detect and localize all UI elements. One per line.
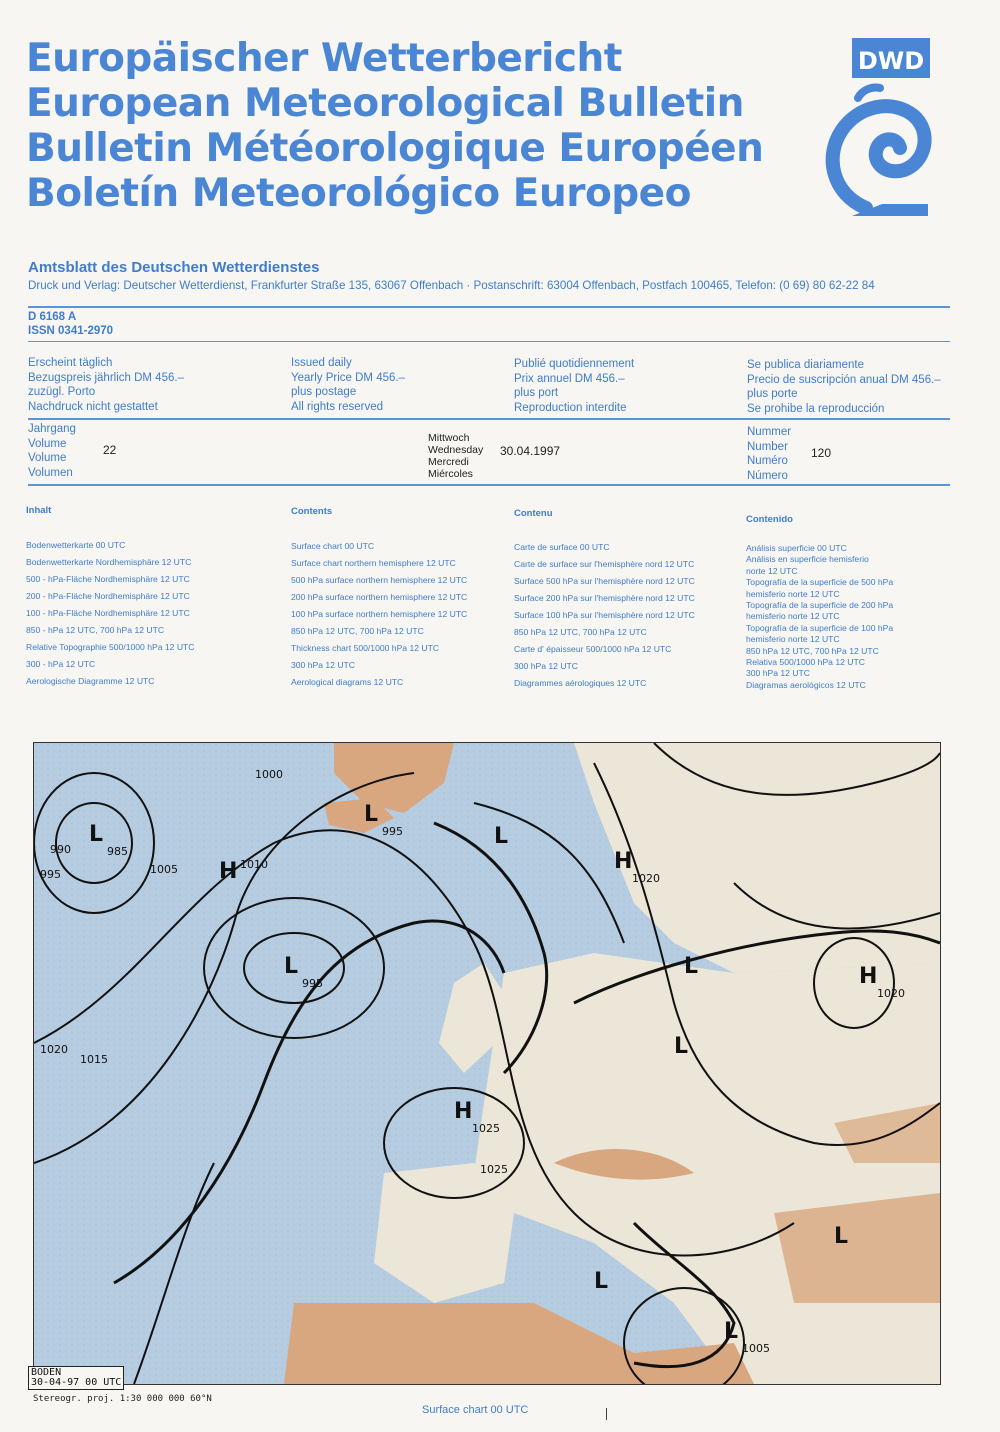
contents-item: Thickness chart 500/1000 hPa 12 UTC [291, 643, 440, 653]
weekday-label: Mercredi [428, 456, 469, 468]
issue-info-line: Se prohibe la reproducción [747, 402, 885, 415]
isobar-label: 1005 [150, 863, 178, 876]
volume-label: Volumen [28, 466, 73, 479]
contents-item: Diagrammes aérologiques 12 UTC [514, 678, 647, 688]
divider [28, 341, 950, 342]
contents-item: hemisferio norte 12 UTC [746, 634, 840, 645]
pressure-center-value: 985 [107, 845, 128, 858]
chart-label [28, 1366, 124, 1390]
contents-item: 100 - hPa-Fläche Nordhemisphäre 12 UTC [26, 608, 190, 618]
contents-item: Topografía de la superficie de 200 hPa [746, 600, 894, 611]
projection-note: Stereogr. proj. 1:30 000 000 60°N [33, 1394, 212, 1404]
contents-item: 300 hPa 12 UTC [746, 668, 811, 679]
title-french: Bulletin Météorologique Européen [26, 126, 764, 171]
issue-info-line: Nachdruck nicht gestattet [28, 400, 158, 413]
issue-info-line: Bezugspreis jährlich DM 456.– [28, 371, 184, 384]
contents-item: 500 hPa surface northern hemisphere 12 UTC [291, 575, 468, 585]
map-caption: Surface chart 00 UTC [422, 1404, 529, 1416]
contents-item: Relativa 500/1000 hPa 12 UTC [746, 657, 865, 668]
isobar-label: 1010 [240, 858, 268, 871]
contents-item: 300 hPa 12 UTC [514, 661, 579, 671]
issn: ISSN 0341-2970 [28, 325, 114, 337]
low-pressure-center: L [594, 1269, 609, 1294]
contents-item: 850 hPa 12 UTC, 700 hPa 12 UTC [291, 626, 424, 636]
issue-info-line: Precio de suscripción anual DM 456.– [747, 373, 941, 386]
issue-info-line: Erscheint täglich [28, 357, 113, 369]
pressure-center-value: 995 [382, 825, 403, 838]
pressure-center-value: 1005 [742, 1342, 770, 1355]
pressure-center-value: 1020 [877, 987, 905, 1000]
contents-item: 300 hPa 12 UTC [291, 660, 356, 670]
divider [28, 306, 950, 308]
publisher-address: Druck und Verlag: Deutscher Wetterdienst, Frankfurter Straße 135, 63067 Offenbach · Postanschrift: 63004 Offenbach, Postfach 100465, Telefon: (0 69) 80 62-22 84 [28, 279, 875, 292]
volume-label: Jahrgang [28, 423, 76, 435]
low-pressure-center: L [834, 1224, 849, 1249]
issue-info-line: Se publica diariamente [747, 359, 864, 371]
low-pressure-center: L [494, 824, 509, 849]
crop-mark [606, 1408, 607, 1420]
contents-item: Análisis en superficie hemisferio [746, 554, 869, 565]
contents-list-spanish [746, 543, 893, 691]
high-pressure-center: H [219, 859, 238, 884]
low-pressure-center: L [364, 802, 379, 827]
dwd-logo [822, 36, 932, 220]
bulletin-titles [26, 36, 763, 216]
contents-heading-french: Contenu [514, 508, 553, 519]
issue-info-line: All rights reserved [291, 400, 384, 413]
chart-label-line1: BODEN [31, 1367, 62, 1378]
number-labels [747, 425, 791, 483]
isobar-label: 990 [50, 843, 71, 856]
logo-text: DWD [857, 47, 925, 75]
contents-item: Bodenwetterkarte Nordhemisphäre 12 UTC [26, 557, 192, 567]
low-pressure-center: L [684, 954, 699, 979]
contents-item: Surface chart northern hemisphere 12 UTC [291, 558, 456, 568]
weekday-label: Wednesday [428, 444, 484, 456]
isobar-label: 1020 [40, 1043, 68, 1056]
contents-item: Aerological diagrams 12 UTC [291, 677, 404, 687]
issue-info-line: Issued daily [291, 357, 352, 369]
contents-item: 850 - hPa 12 UTC, 700 hPa 12 UTC [26, 625, 165, 635]
high-pressure-center: H [614, 849, 633, 874]
issue-info-line: Reproduction interdite [514, 401, 627, 414]
number-label: Número [747, 469, 788, 482]
issue-info-line: plus postage [291, 386, 357, 398]
issue-info-french [514, 357, 634, 415]
low-pressure-center: L [284, 954, 299, 979]
isobar-label: 995 [40, 868, 61, 881]
contents-item: norte 12 UTC [746, 565, 798, 576]
issue-info-spanish [747, 358, 941, 416]
surface-weather-map [33, 742, 941, 1385]
issue-info-german [28, 356, 184, 414]
high-pressure-center: H [454, 1099, 473, 1124]
contents-item: hemisferio norte 12 UTC [746, 611, 840, 622]
title-english: European Meteorological Bulletin [26, 81, 744, 126]
issue-info-line: zuzügl. Porto [28, 386, 96, 398]
contents-item: Relative Topographie 500/1000 hPa 12 UTC [26, 642, 195, 652]
contents-item: 300 - hPa 12 UTC [26, 659, 96, 669]
issue-date: 30.04.1997 [500, 444, 561, 458]
contents-item: 850 hPa 12 UTC, 700 hPa 12 UTC [514, 627, 647, 637]
contents-item: Carte de surface sur l'hemisphère nord 12 UTC [514, 559, 695, 569]
title-spanish: Boletín Meteorológico Europeo [26, 171, 691, 216]
pressure-center-value: 1025 [472, 1122, 500, 1135]
title-german: Europäischer Wetterbericht [26, 36, 622, 81]
contents-item: Bodenwetterkarte 00 UTC [26, 540, 126, 550]
contents-heading-german: Inhalt [26, 505, 52, 516]
weekday-label: Miércoles [428, 468, 473, 480]
volume-label: Volume [28, 437, 67, 450]
map-canvas [34, 743, 940, 1384]
contents-list-french [514, 539, 695, 692]
contents-item: hemisferio norte 12 UTC [746, 588, 840, 599]
volume-label: Volume [28, 452, 67, 464]
contents-item: 100 hPa surface northern hemisphere 12 UTC [291, 609, 468, 619]
divider [28, 484, 950, 486]
divider [28, 418, 950, 420]
issue-info-line: Publié quotidiennement [514, 358, 635, 370]
issue-info-line: Yearly Price DM 456.– [291, 371, 405, 384]
contents-item: Surface 100 hPa sur l'hemisphère nord 12 UTC [514, 610, 695, 620]
contents-item: Surface 500 hPa sur l'hemisphère nord 12 UTC [514, 576, 695, 586]
contents-item: 200 hPa surface northern hemisphere 12 UTC [291, 592, 468, 602]
low-pressure-center: L [674, 1034, 689, 1059]
contents-item: 850 hPa 12 UTC, 700 hPa 12 UTC [746, 645, 879, 656]
high-pressure-center: H [859, 964, 878, 989]
contents-item: Análisis superficie 00 UTC [746, 543, 847, 553]
number-label: Number [747, 440, 788, 453]
issue-info-line: plus port [514, 387, 559, 399]
contents-item: Carte de surface 00 UTC [514, 542, 610, 552]
volume-labels [28, 422, 76, 480]
contents-heading-english: Contents [291, 506, 333, 517]
low-pressure-center: L [724, 1319, 739, 1344]
issue-info-line: Prix annuel DM 456.– [514, 372, 625, 385]
contents-list-english [291, 538, 467, 691]
official-gazette: Amtsblatt des Deutschen Wetterdienstes [28, 259, 320, 276]
number-label: Numéro [747, 455, 788, 467]
pressure-center-value: 995 [302, 977, 323, 990]
contents-item: Aerologische Diagramme 12 UTC [26, 676, 155, 686]
weekday-label: Mittwoch [428, 432, 470, 444]
issue-number: 120 [811, 446, 832, 460]
contents-item: 500 - hPa-Fläche Nordhemisphäre 12 UTC [26, 574, 190, 584]
contents-item: Surface chart 00 UTC [291, 541, 375, 551]
print-code: D 6168 A [28, 311, 77, 323]
contents-list-german [26, 537, 195, 690]
contents-item: 200 - hPa-Fläche Nordhemisphäre 12 UTC [26, 591, 190, 601]
number-label: Nummer [747, 426, 792, 438]
isobar-label: 1015 [80, 1053, 108, 1066]
low-pressure-center: L [89, 822, 104, 847]
contents-item: Diagramas aerológicos 12 UTC [746, 679, 866, 690]
issue-info-english [291, 356, 405, 414]
contents-heading-spanish: Contenido [746, 514, 793, 525]
contents-item: Topografía de la superficie de 100 hPa [746, 622, 894, 633]
issue-info-line: plus porte [747, 388, 798, 400]
weekday-labels [428, 432, 483, 480]
isobar-label: 1025 [480, 1163, 508, 1176]
contents-item: Carte d' épaisseur 500/1000 hPa 12 UTC [514, 644, 672, 654]
chart-label-line2: 30-04-97 00 UTC [31, 1377, 122, 1388]
contents-item: Topografía de la superficie de 500 hPa [746, 577, 894, 588]
volume-value: 22 [103, 443, 117, 457]
isobar-label: 1000 [255, 768, 283, 781]
contents-item: Surface 200 hPa sur l'hemisphère nord 12 UTC [514, 593, 695, 603]
pressure-center-value: 1020 [632, 872, 660, 885]
